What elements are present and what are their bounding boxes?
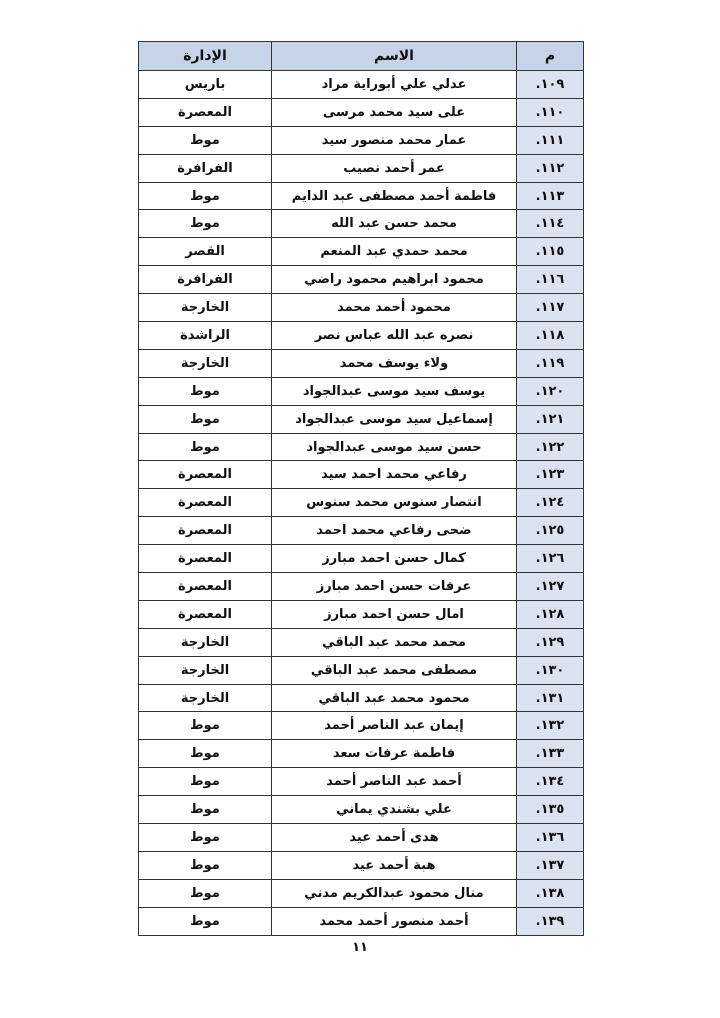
table-row bbox=[139, 266, 584, 294]
row-number-cell: ١١٣. bbox=[517, 182, 584, 210]
table-row bbox=[139, 600, 584, 628]
row-number-cell: ١٣٣. bbox=[517, 740, 584, 768]
row-number-cell: ١٢٧. bbox=[517, 573, 584, 601]
table-row bbox=[139, 294, 584, 322]
department-cell: الفرافرة bbox=[139, 154, 272, 182]
row-number-cell: ١٣٥. bbox=[517, 796, 584, 824]
row-number-cell: ١١٠. bbox=[517, 98, 584, 126]
name-cell: هبة أحمد عيد bbox=[272, 851, 517, 879]
row-number-cell: ١٠٩. bbox=[517, 71, 584, 99]
department-cell: الخارجة bbox=[139, 628, 272, 656]
name-cell: إسماعيل سيد موسى عبدالجواد bbox=[272, 405, 517, 433]
row-number-cell: ١١٩. bbox=[517, 349, 584, 377]
table-row bbox=[139, 517, 584, 545]
department-cell: موط bbox=[139, 377, 272, 405]
table-row bbox=[139, 154, 584, 182]
table-row bbox=[139, 322, 584, 350]
name-cell: ولاء يوسف محمد bbox=[272, 349, 517, 377]
row-number-cell: ١٣٨. bbox=[517, 879, 584, 907]
table-row bbox=[139, 879, 584, 907]
department-cell: المعصرة bbox=[139, 461, 272, 489]
row-number-cell: ١٢٠. bbox=[517, 377, 584, 405]
name-cell: عدلي علي أبوراية مراد bbox=[272, 71, 517, 99]
row-number-cell: ١٣٩. bbox=[517, 907, 584, 935]
table-row bbox=[139, 907, 584, 935]
table-row bbox=[139, 238, 584, 266]
name-cell: ضحى رفاعي محمد احمد bbox=[272, 517, 517, 545]
department-cell: موط bbox=[139, 824, 272, 852]
row-number-cell: ١٣٠. bbox=[517, 656, 584, 684]
table-row bbox=[139, 740, 584, 768]
department-cell: موط bbox=[139, 879, 272, 907]
department-cell: موط bbox=[139, 433, 272, 461]
name-cell: أحمد منصور أحمد محمد bbox=[272, 907, 517, 935]
table-row bbox=[139, 98, 584, 126]
column-header-department: الإدارة bbox=[139, 42, 272, 71]
row-number-cell: ١٢٣. bbox=[517, 461, 584, 489]
name-cell: هدى أحمد عيد bbox=[272, 824, 517, 852]
department-cell: الراشدة bbox=[139, 322, 272, 350]
name-cell: محمود أحمد محمد bbox=[272, 294, 517, 322]
table-header bbox=[139, 42, 584, 71]
row-number-cell: ١٣٤. bbox=[517, 768, 584, 796]
table-row bbox=[139, 824, 584, 852]
department-cell: موط bbox=[139, 182, 272, 210]
name-cell: امال حسن احمد مبارز bbox=[272, 600, 517, 628]
department-cell: الخارجة bbox=[139, 656, 272, 684]
roster-table bbox=[138, 41, 584, 936]
row-number-cell: ١١٦. bbox=[517, 266, 584, 294]
row-number-cell: ١٢٥. bbox=[517, 517, 584, 545]
table-row bbox=[139, 489, 584, 517]
department-cell: موط bbox=[139, 405, 272, 433]
department-cell: موط bbox=[139, 768, 272, 796]
department-cell: المعصرة bbox=[139, 600, 272, 628]
column-header-number: م bbox=[517, 42, 584, 71]
row-number-cell: ١٢٦. bbox=[517, 545, 584, 573]
table-row bbox=[139, 851, 584, 879]
name-cell: محمد حمدي عبد المنعم bbox=[272, 238, 517, 266]
table-row bbox=[139, 545, 584, 573]
table-row bbox=[139, 405, 584, 433]
name-cell: انتصار سنوس محمد سنوس bbox=[272, 489, 517, 517]
name-cell: فاطمة عرفات سعد bbox=[272, 740, 517, 768]
department-cell: الخارجة bbox=[139, 349, 272, 377]
table-body bbox=[139, 71, 584, 936]
page-number: ١١ bbox=[352, 940, 368, 955]
name-cell: يوسف سيد موسى عبدالجواد bbox=[272, 377, 517, 405]
name-cell: إيمان عبد الناصر أحمد bbox=[272, 712, 517, 740]
name-cell: حسن سيد موسى عبدالجواد bbox=[272, 433, 517, 461]
table-row bbox=[139, 628, 584, 656]
row-number-cell: ١٢٢. bbox=[517, 433, 584, 461]
department-cell: باريس bbox=[139, 71, 272, 99]
name-cell: محمود محمد عبد الباقي bbox=[272, 684, 517, 712]
name-cell: مصطفى محمد عبد الباقي bbox=[272, 656, 517, 684]
department-cell: الفرافرة bbox=[139, 266, 272, 294]
name-cell: كمال حسن احمد مبارز bbox=[272, 545, 517, 573]
table-row bbox=[139, 573, 584, 601]
table-row bbox=[139, 71, 584, 99]
row-number-cell: ١١١. bbox=[517, 126, 584, 154]
department-cell: المعصرة bbox=[139, 489, 272, 517]
name-cell: عرفات حسن احمد مبارز bbox=[272, 573, 517, 601]
table-row bbox=[139, 126, 584, 154]
table-row bbox=[139, 210, 584, 238]
name-cell: على سيد محمد مرسى bbox=[272, 98, 517, 126]
department-cell: موط bbox=[139, 740, 272, 768]
table-row bbox=[139, 182, 584, 210]
row-number-cell: ١٢٤. bbox=[517, 489, 584, 517]
table-row bbox=[139, 768, 584, 796]
row-number-cell: ١٣٧. bbox=[517, 851, 584, 879]
table-row bbox=[139, 377, 584, 405]
department-cell: القصر bbox=[139, 238, 272, 266]
department-cell: موط bbox=[139, 907, 272, 935]
row-number-cell: ١٣١. bbox=[517, 684, 584, 712]
table-row bbox=[139, 712, 584, 740]
row-number-cell: ١١٥. bbox=[517, 238, 584, 266]
name-cell: محمد حسن عبد الله bbox=[272, 210, 517, 238]
department-cell: موط bbox=[139, 126, 272, 154]
name-cell: عمار محمد منصور سيد bbox=[272, 126, 517, 154]
table-row bbox=[139, 684, 584, 712]
row-number-cell: ١٣٦. bbox=[517, 824, 584, 852]
table-row bbox=[139, 461, 584, 489]
department-cell: المعصرة bbox=[139, 517, 272, 545]
name-cell: عمر أحمد نصيب bbox=[272, 154, 517, 182]
name-cell: محمد محمد عبد الباقي bbox=[272, 628, 517, 656]
name-cell: أحمد عبد الناصر أحمد bbox=[272, 768, 517, 796]
name-cell: علي بشندي يماني bbox=[272, 796, 517, 824]
name-cell: محمود ابراهيم محمود راضي bbox=[272, 266, 517, 294]
row-number-cell: ١٢٩. bbox=[517, 628, 584, 656]
row-number-cell: ١١٧. bbox=[517, 294, 584, 322]
row-number-cell: ١١٨. bbox=[517, 322, 584, 350]
department-cell: موط bbox=[139, 796, 272, 824]
table-row bbox=[139, 656, 584, 684]
table-row bbox=[139, 349, 584, 377]
table-row bbox=[139, 796, 584, 824]
name-cell: منال محمود عبدالكريم مدني bbox=[272, 879, 517, 907]
department-cell: موط bbox=[139, 210, 272, 238]
row-number-cell: ١٢١. bbox=[517, 405, 584, 433]
department-cell: المعصرة bbox=[139, 573, 272, 601]
row-number-cell: ١١٢. bbox=[517, 154, 584, 182]
department-cell: الخارجة bbox=[139, 684, 272, 712]
department-cell: الخارجة bbox=[139, 294, 272, 322]
name-cell: رفاعي محمد احمد سيد bbox=[272, 461, 517, 489]
row-number-cell: ١١٤. bbox=[517, 210, 584, 238]
department-cell: موط bbox=[139, 712, 272, 740]
row-number-cell: ١٣٢. bbox=[517, 712, 584, 740]
table-row bbox=[139, 433, 584, 461]
column-header-name: الاسم bbox=[272, 42, 517, 71]
department-cell: المعصرة bbox=[139, 98, 272, 126]
name-cell: فاطمة أحمد مصطفى عبد الدايم bbox=[272, 182, 517, 210]
department-cell: المعصرة bbox=[139, 545, 272, 573]
name-cell: نصره عبد الله عباس نصر bbox=[272, 322, 517, 350]
department-cell: موط bbox=[139, 851, 272, 879]
row-number-cell: ١٢٨. bbox=[517, 600, 584, 628]
header-row bbox=[139, 42, 584, 71]
